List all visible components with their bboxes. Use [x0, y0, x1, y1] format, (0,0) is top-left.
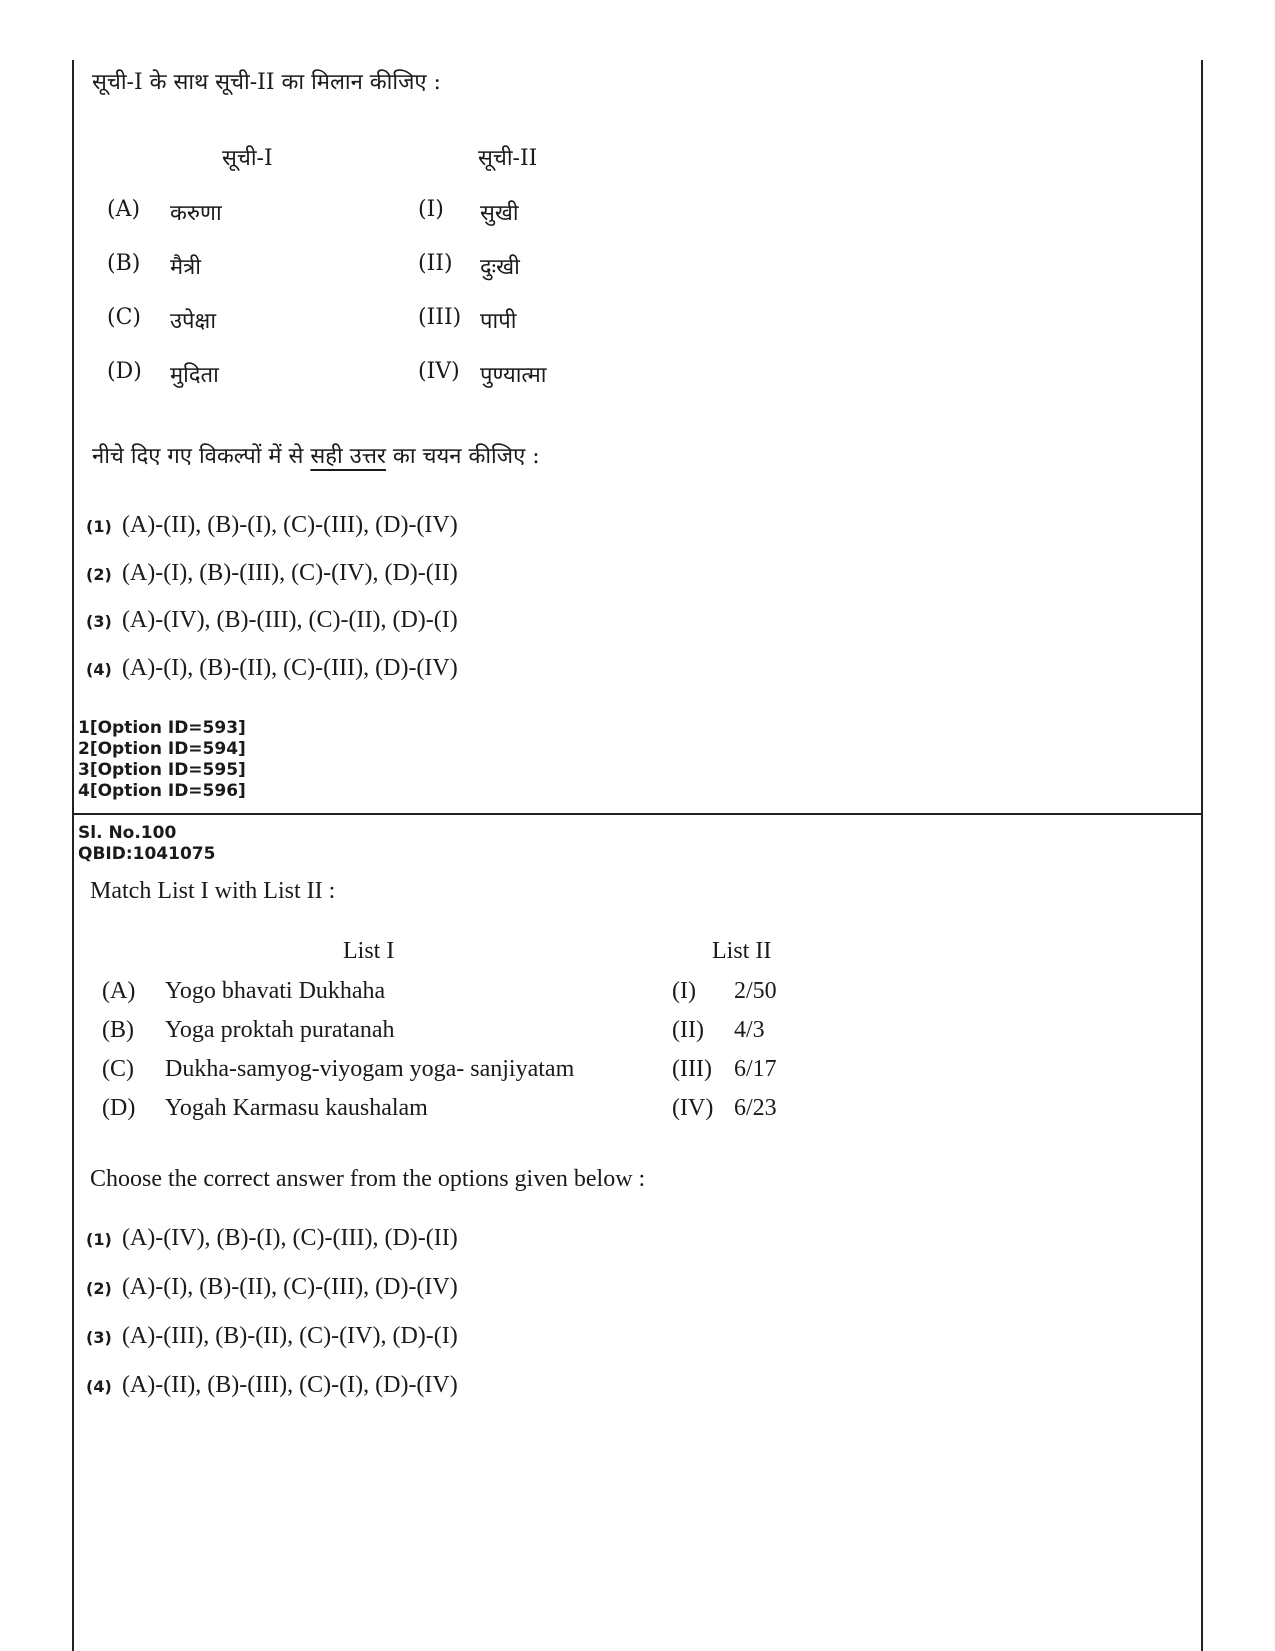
q99-row-iv-text: पुण्यात्मा: [480, 363, 547, 388]
q100-list2-header: List II: [712, 938, 772, 964]
q99-option-4[interactable]: [86, 655, 458, 682]
q100-instruction: Match List I with List II :: [90, 878, 336, 904]
q99-row-a-label: (A): [107, 197, 141, 222]
option-number: (1): [86, 1230, 112, 1249]
option-id: 4[Option ID=596]: [78, 781, 246, 801]
option-text: (A)-(II), (B)-(III), (C)-(I), (D)-(IV): [121, 1372, 458, 1398]
page-border-right: [1201, 60, 1203, 1651]
q99-row-i-label: (I): [418, 197, 444, 222]
q100-row-i-label: (I): [672, 978, 696, 1004]
q99-row-c-label: (C): [107, 305, 141, 330]
option-text: (A)-(III), (B)-(II), (C)-(IV), (D)-(I): [121, 1323, 458, 1349]
q100-option-3[interactable]: [86, 1323, 458, 1350]
question-divider: [72, 813, 1203, 815]
q99-instruction: सूची-I के साथ सूची-II का मिलान कीजिए :: [92, 70, 441, 95]
option-text: (A)-(I), (B)-(II), (C)-(III), (D)-(IV): [121, 655, 458, 681]
q100-row-a-label: (A): [102, 978, 136, 1004]
q99-option-ids: [78, 718, 246, 802]
q100-option-1[interactable]: [86, 1225, 458, 1252]
q100-row-b-text: Yoga proktah puratanah: [165, 1017, 395, 1043]
option-id: 3[Option ID=595]: [78, 760, 246, 780]
option-number: (2): [86, 1279, 112, 1298]
option-number: (1): [86, 517, 112, 536]
option-text: (A)-(IV), (B)-(III), (C)-(II), (D)-(I): [121, 607, 458, 633]
q99-option-3[interactable]: [86, 607, 458, 634]
qbid: QBID:1041075: [78, 844, 216, 864]
q100-row-ii-text: 4/3: [734, 1017, 765, 1043]
q99-choose-prefix: नीचे दिए गए विकल्पों में से: [92, 444, 311, 469]
q99-row-c-text: उपेक्षा: [170, 309, 217, 334]
option-id: 2[Option ID=594]: [78, 739, 246, 759]
q100-option-4[interactable]: [86, 1372, 458, 1399]
option-text: (A)-(IV), (B)-(I), (C)-(III), (D)-(II): [121, 1225, 458, 1251]
option-id: 1[Option ID=593]: [78, 718, 246, 738]
q99-list1-header: सूची-I: [222, 146, 273, 171]
q100-list1-header: List I: [343, 938, 395, 964]
option-number: (2): [86, 565, 112, 584]
q100-row-d-label: (D): [102, 1095, 136, 1121]
q99-choose-underlined: सही उत्तर: [310, 444, 386, 469]
option-text: (A)-(I), (B)-(III), (C)-(IV), (D)-(II): [121, 560, 458, 586]
q99-row-iii-label: (III): [418, 305, 462, 330]
q100-option-2[interactable]: [86, 1274, 458, 1301]
q100-row-a-text: Yogo bhavati Dukhaha: [165, 978, 386, 1004]
q99-option-2[interactable]: [86, 560, 458, 587]
q99-row-b-text: मैत्री: [170, 255, 201, 280]
page-border-left: [72, 60, 74, 1651]
option-text: (A)-(I), (B)-(II), (C)-(III), (D)-(IV): [121, 1274, 458, 1300]
q100-row-c-text: Dukha-samyog-viyogam yoga- sanjiyatam: [165, 1056, 575, 1082]
option-number: (4): [86, 660, 112, 679]
q99-row-iv-label: (IV): [418, 359, 460, 384]
q99-row-a-text: करुणा: [170, 201, 222, 226]
option-number: (4): [86, 1377, 112, 1396]
q100-row-iv-text: 6/23: [734, 1095, 777, 1121]
q100-row-d-text: Yogah Karmasu kaushalam: [165, 1095, 428, 1121]
q99-choose-suffix: का चयन कीजिए :: [385, 444, 540, 469]
q99-row-ii-text: दुःखी: [480, 255, 520, 280]
serial-number: Sl. No.100: [78, 823, 177, 843]
q99-row-iii-text: पापी: [480, 309, 517, 334]
q100-choose-prompt: Choose the correct answer from the options given below :: [90, 1166, 646, 1192]
q99-row-b-label: (B): [107, 251, 141, 276]
option-number: (3): [86, 1328, 112, 1347]
q100-row-c-label: (C): [102, 1056, 134, 1082]
q99-row-d-label: (D): [107, 359, 142, 384]
q100-row-i-text: 2/50: [734, 978, 777, 1004]
q99-choose-prompt: [92, 440, 540, 470]
option-number: (3): [86, 612, 112, 631]
q100-row-iii-text: 6/17: [734, 1056, 777, 1082]
q99-row-i-text: सुखी: [480, 201, 519, 226]
q99-row-ii-label: (II): [418, 251, 453, 276]
q99-list2-header: सूची-II: [478, 146, 538, 171]
q100-row-iii-label: (III): [672, 1056, 712, 1082]
q100-row-ii-label: (II): [672, 1017, 704, 1043]
q99-row-d-text: मुदिता: [170, 363, 219, 388]
option-text: (A)-(II), (B)-(I), (C)-(III), (D)-(IV): [121, 512, 458, 538]
q100-row-iv-label: (IV): [672, 1095, 714, 1121]
q100-row-b-label: (B): [102, 1017, 134, 1043]
q99-option-1[interactable]: [86, 512, 458, 539]
q100-meta: [78, 823, 215, 865]
